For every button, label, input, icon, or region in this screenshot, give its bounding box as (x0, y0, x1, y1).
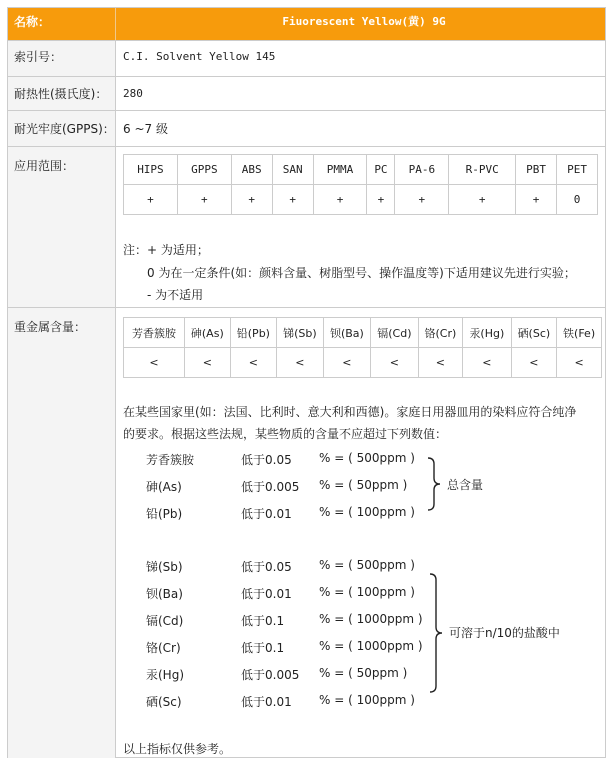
app-col-pa6: PA-6 (395, 155, 449, 185)
app-col-hips: HIPS (124, 155, 178, 185)
g1-name-2: 铅(Pb) (146, 507, 183, 521)
light-row (8, 110, 605, 147)
heat-value: 280 (123, 87, 143, 100)
app-col-san: SAN (272, 155, 313, 185)
g2-limit-4: 低于0.005 (241, 668, 300, 682)
g1-limit-1: 低于0.005 (241, 480, 300, 494)
g1-name-0: 芳香簇胺 (146, 453, 195, 467)
app-col-gpps: GPPS (177, 155, 231, 185)
metal-val-fe: < (557, 348, 602, 378)
g2-limit-0: 低于0.05 (241, 560, 292, 574)
g2-name-2: 镉(Cd) (146, 614, 184, 628)
note-not-applicable: - 为不适用 (147, 288, 204, 302)
metal-col-pb: 铅(Pb) (230, 318, 276, 348)
light-value: 6 ~7 级 (123, 122, 168, 136)
metal-col-sc: 硒(Sc) (511, 318, 557, 348)
metal-val-amine: < (124, 348, 185, 378)
intro-line-2: 的要求。根据这些法规，某些物质的含量不应超过下列数值： (123, 427, 448, 441)
application-value (117, 147, 605, 308)
metal-val-sb: < (277, 348, 324, 378)
g2-limit-3: 低于0.1 (241, 641, 285, 655)
app-val-hips: + (124, 185, 178, 215)
light-label: 耐光牢度(GPPS)： (8, 111, 116, 147)
g2-ppm-0: % = ( 500ppm ) (319, 558, 415, 572)
spec-sheet (7, 7, 606, 758)
metal-val-as: < (184, 348, 230, 378)
app-col-pmma: PMMA (313, 155, 367, 185)
heat-label: 耐热性(摄氏度)： (8, 77, 116, 111)
app-val-pbt: + (516, 185, 557, 215)
note-title: 注：+ 为适用； (123, 243, 209, 257)
intro-line-1: 在某些国家里(如：法国、比利时、意大利和西德)。家庭日用器皿用的染料应符合纯净 (123, 405, 577, 419)
metal-val-sc: < (511, 348, 557, 378)
g2-name-5: 硒(Sc) (146, 695, 182, 709)
g2-limit-1: 低于0.01 (241, 587, 292, 601)
application-label: 应用范围： (8, 147, 116, 308)
group2-note: 可溶于n/10的盐酸中 (449, 626, 560, 640)
metal-col-amine: 芳香簇胺 (124, 318, 185, 348)
app-col-abs: ABS (231, 155, 272, 185)
header-label: 名称： (8, 8, 116, 40)
metal-col-fe: 铁(Fe) (557, 318, 602, 348)
app-val-pa6: + (395, 185, 449, 215)
app-val-pmma: + (313, 185, 367, 215)
application-row (8, 146, 605, 308)
metal-val-hg: < (463, 348, 512, 378)
metals-table (123, 317, 602, 378)
g2-ppm-2: % = ( 1000ppm ) (319, 612, 423, 626)
metals-row (8, 307, 605, 758)
header-value: Fiuorescent Yellow(黄) 9G (282, 15, 446, 28)
g1-limit-0: 低于0.05 (241, 453, 292, 467)
app-val-rpvc: + (449, 185, 516, 215)
g2-ppm-4: % = ( 50ppm ) (319, 666, 408, 680)
group2-brace (427, 572, 447, 694)
heat-row (8, 76, 605, 111)
metals-value (117, 308, 605, 758)
metal-val-ba: < (323, 348, 370, 378)
metals-label: 重金属含量： (8, 308, 116, 758)
g2-ppm-3: % = ( 1000ppm ) (319, 639, 423, 653)
metal-col-ba: 钡(Ba) (323, 318, 370, 348)
g1-ppm-1: % = ( 50ppm ) (319, 478, 408, 492)
g2-name-4: 汞(Hg) (146, 668, 185, 682)
app-col-rpvc: R-PVC (449, 155, 516, 185)
g1-ppm-0: % = ( 500ppm ) (319, 451, 415, 465)
metal-col-sb: 锑(Sb) (277, 318, 324, 348)
g1-ppm-2: % = ( 100ppm ) (319, 505, 415, 519)
app-val-pc: + (367, 185, 395, 215)
g2-name-3: 铬(Cr) (146, 641, 181, 655)
metal-col-cd: 镉(Cd) (371, 318, 419, 348)
footer-note: 以上指标仅供参考。 (123, 742, 232, 756)
g2-name-1: 钡(Ba) (146, 587, 183, 601)
app-val-abs: + (231, 185, 272, 215)
note-conditional: 0 为在一定条件(如：颜料含量、树脂型号、操作温度等)下适用建议先进行实验； (147, 266, 576, 280)
metal-val-cr: < (418, 348, 462, 378)
app-col-pc: PC (367, 155, 395, 185)
metal-col-hg: 汞(Hg) (463, 318, 512, 348)
index-label: 索引号： (8, 41, 116, 77)
app-col-pet: PET (557, 155, 598, 185)
app-col-pbt: PBT (516, 155, 557, 185)
index-value: C.I. Solvent Yellow 145 (123, 50, 276, 63)
app-val-gpps: + (177, 185, 231, 215)
g2-limit-5: 低于0.01 (241, 695, 292, 709)
application-table (123, 154, 598, 215)
metal-col-cr: 铬(Cr) (418, 318, 462, 348)
g1-limit-2: 低于0.01 (241, 507, 292, 521)
g2-name-0: 锑(Sb) (146, 560, 183, 574)
g1-name-1: 砷(As) (146, 480, 182, 494)
header-row (8, 8, 605, 40)
g2-ppm-5: % = ( 100ppm ) (319, 693, 415, 707)
metal-val-cd: < (371, 348, 419, 378)
group1-brace (425, 456, 445, 512)
app-val-pet: 0 (557, 185, 598, 215)
app-val-san: + (272, 185, 313, 215)
group1-note: 总含量 (447, 478, 484, 492)
g2-limit-2: 低于0.1 (241, 614, 285, 628)
metal-val-pb: < (230, 348, 276, 378)
g2-ppm-1: % = ( 100ppm ) (319, 585, 415, 599)
metal-col-as: 砷(As) (184, 318, 230, 348)
index-row (8, 40, 605, 77)
